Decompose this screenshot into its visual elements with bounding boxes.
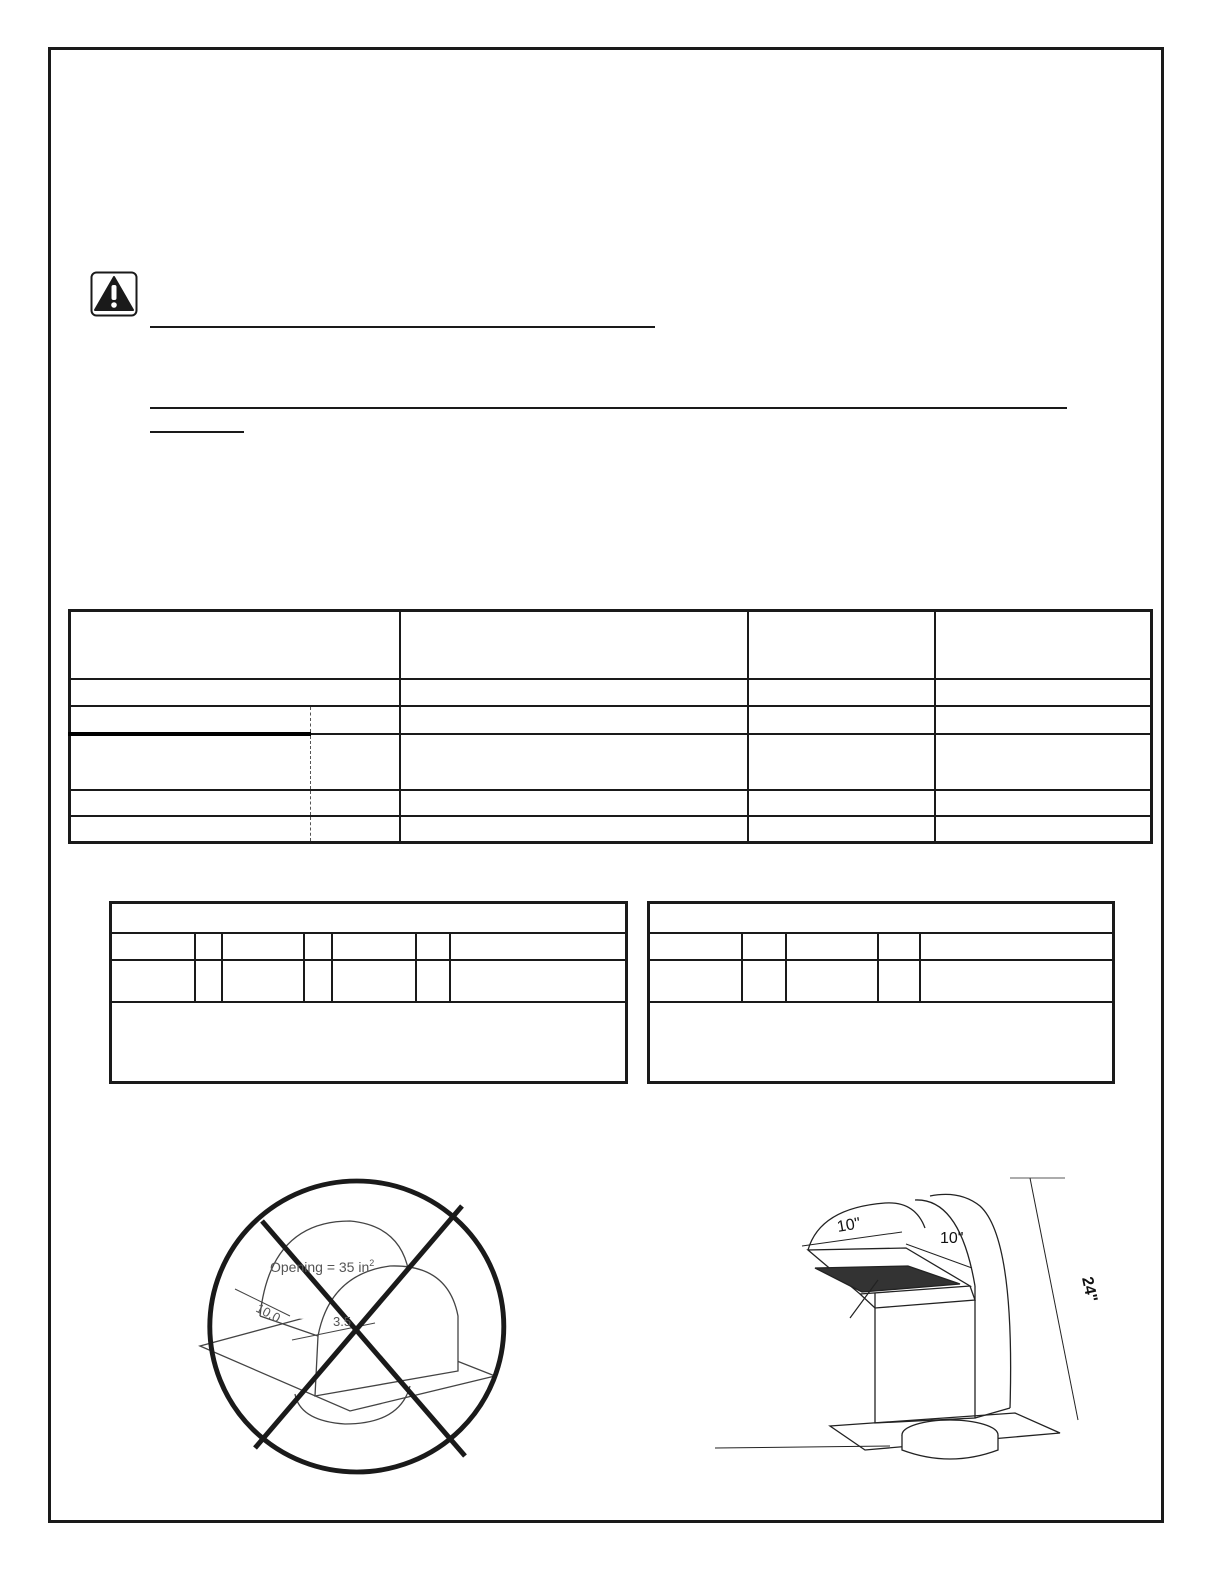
- table-cell: [935, 734, 1152, 790]
- calculation-table-left: [109, 901, 628, 1084]
- calc-cell: [450, 960, 627, 1002]
- opening-label: Opening = 35 $in^2$: [270, 1258, 375, 1275]
- calc-note-row: [649, 1002, 1114, 1083]
- table-header-row: [70, 611, 1152, 680]
- calc-operator-cell: [742, 933, 786, 960]
- warning-underline-3: [150, 431, 244, 433]
- calc-value-row: [111, 960, 627, 1002]
- table-cell: [748, 816, 935, 843]
- table-cell: [311, 706, 400, 734]
- vent-requirements-table: [68, 609, 1153, 844]
- calc-cell: [920, 933, 1113, 960]
- calc-header-row: [111, 933, 627, 960]
- height-dimension-label: 24": [1078, 1275, 1100, 1304]
- calc-title-cell: [649, 903, 1114, 934]
- table-cell: [311, 734, 400, 790]
- calc-cell: [222, 933, 304, 960]
- calc-header-row: [649, 933, 1114, 960]
- calc-cell: [649, 960, 743, 1002]
- warning-underline-2: [150, 407, 1067, 409]
- table-cell: [70, 734, 311, 790]
- calc-cell: [332, 933, 416, 960]
- table-cell: [748, 706, 935, 734]
- calc-operator-cell: [304, 960, 332, 1002]
- calc-cell: [111, 933, 195, 960]
- calc-operator-cell: [416, 960, 450, 1002]
- calculation-table-right: [647, 901, 1115, 1084]
- calc-operator-cell: [304, 933, 332, 960]
- calc-note-cell: [649, 1002, 1114, 1083]
- table-cell: [70, 816, 311, 843]
- calc-cell: [786, 933, 878, 960]
- calc-title-cell: [111, 903, 627, 934]
- calc-note-row: [111, 1002, 627, 1083]
- table-cell: [70, 706, 311, 734]
- calc-operator-cell: [878, 933, 920, 960]
- table-cell: [400, 790, 748, 816]
- depth-dimension-label: 10": [940, 1230, 964, 1247]
- approved-vent-cap-figure: [710, 1168, 1100, 1478]
- width-dimension-label: 10": [835, 1215, 862, 1236]
- length-dimension-label: 10.0: [253, 1300, 283, 1326]
- table-row: [70, 816, 1152, 843]
- table-cell: [748, 734, 935, 790]
- table-cell: [311, 816, 400, 843]
- table-cell: [400, 734, 748, 790]
- height-dimension-label: 3.5: [333, 1314, 352, 1329]
- table-cell: [935, 706, 1152, 734]
- table-cell: [70, 679, 400, 706]
- table-cell: [400, 679, 748, 706]
- table-cell: [748, 790, 935, 816]
- calc-cell: [920, 960, 1113, 1002]
- calc-cell: [450, 933, 627, 960]
- calc-title-row: [649, 903, 1114, 934]
- calc-operator-cell: [195, 960, 222, 1002]
- table-row: [70, 790, 1152, 816]
- table-cell: [935, 679, 1152, 706]
- table-header-cell: [935, 611, 1152, 680]
- calc-cell: [332, 960, 416, 1002]
- table-row: [70, 734, 1152, 790]
- table-header-cell: [70, 611, 400, 680]
- calc-cell: [649, 933, 743, 960]
- table-cell: [935, 816, 1152, 843]
- calc-value-row: [649, 960, 1114, 1002]
- table-cell: [748, 679, 935, 706]
- table-header-cell: [748, 611, 935, 680]
- prohibited-vent-cap-figure: [200, 1186, 520, 1476]
- calc-operator-cell: [416, 933, 450, 960]
- table-cell: [400, 706, 748, 734]
- table-cell: [70, 790, 311, 816]
- calc-operator-cell: [878, 960, 920, 1002]
- table-header-cell: [400, 611, 748, 680]
- calc-operator-cell: [742, 960, 786, 1002]
- table-cell: [935, 790, 1152, 816]
- table-cell: [400, 816, 748, 843]
- warning-triangle-icon: [90, 271, 138, 317]
- calc-cell: [222, 960, 304, 1002]
- calc-operator-cell: [195, 933, 222, 960]
- calc-title-row: [111, 903, 627, 934]
- table-cell: [311, 790, 400, 816]
- calc-note-cell: [111, 1002, 627, 1083]
- table-row: [70, 679, 1152, 706]
- warning-underline-1: [150, 326, 655, 328]
- calc-cell: [111, 960, 195, 1002]
- table-row: [70, 706, 1152, 734]
- calc-cell: [786, 960, 878, 1002]
